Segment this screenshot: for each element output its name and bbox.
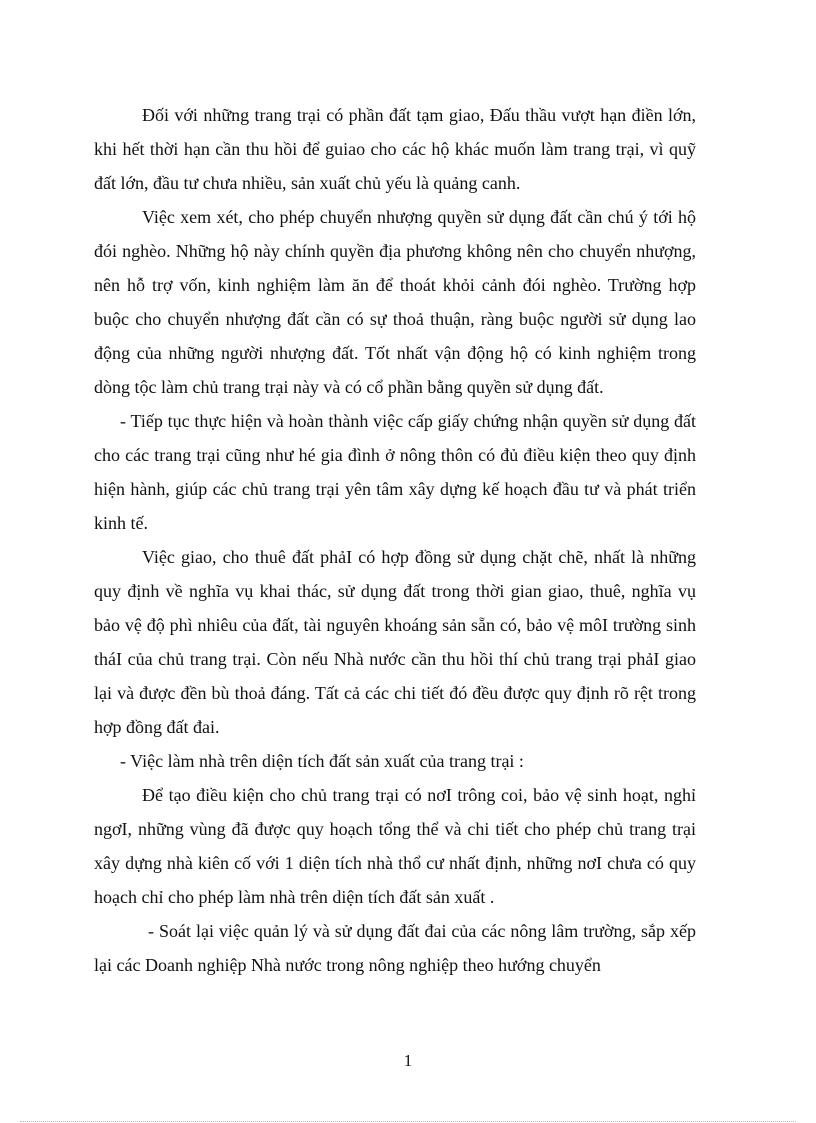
document-body xyxy=(94,98,696,982)
paragraph-housing-heading: - Việc làm nhà trên diện tích đất sản xuất của trang trại : xyxy=(120,751,524,771)
paragraph-housing-conditions: Để tạo điều kiện cho chủ trang trại có nơI trông coi, bảo vệ sinh hoạt, nghỉ ngơI, những vùng đã được quy hoạch tổng thể và chi tiết cho phép chủ trang trại xây dựng nhà kiên cố với 1 diện tích nhà thổ cư nhất định, những nơI chưa có quy hoạch chỉ cho phép làm nhà trên diện tích đất sản xuất . xyxy=(94,785,696,907)
paragraph-state-farms: - Soát lại việc quản lý và sử dụng đất đai của các nông lâm trường, sắp xếp lại các Doanh nghiệp Nhà nước trong nông nghiệp theo hướng chuyển xyxy=(94,921,696,975)
paragraph-land-contract: Việc giao, cho thuê đất phảI có hợp đồng sử dụng chặt chẽ, nhất là những quy định về nghĩa vụ khai thác, sử dụng đất trong thời gian giao, thuê, nghĩa vụ bảo vệ độ phì nhiêu của đất, tài nguyên khoáng sản sẵn có, bảo vệ môI trường sinh tháI của chủ trang trại. Còn nếu Nhà nước cần thu hồi thí chủ trang trại phảI giao lại và được đền bù thoả đáng. Tất cả các chi tiết đó đều được quy định rõ rệt trong hợp đồng đất đai. xyxy=(94,547,696,737)
paragraph-land-recovery: Đối với những trang trại có phần đất tạm giao, Đấu thầu vượt hạn điền lớn, khi hết thời hạn cần thu hồi để guiao cho các hộ khác muốn làm trang trại, vì quỹ đất lớn, đầu tư chưa nhiều, sản xuất chủ yếu là quảng canh. xyxy=(94,105,696,193)
paragraph-certificate: - Tiếp tục thực hiện và hoàn thành việc cấp giấy chứng nhận quyền sử dụng đất cho các trang trại cũng như hé gia đình ở nông thôn có đủ điều kiện theo quy định hiện hành, giúp các chủ trang trại yên tâm xây dựng kế hoạch đầu tư và phát triển kinh tế. xyxy=(94,411,696,533)
page-bottom-divider xyxy=(20,1121,796,1122)
page-number: 1 xyxy=(403,1051,413,1070)
paragraph-land-transfer: Việc xem xét, cho phép chuyển nhượng quyền sử dụng đất cần chú ý tới hộ đói nghèo. Những hộ này chính quyền địa phương không nên cho chuyển nhượng, nên hỗ trợ vốn, kinh nghiệm làm ăn để thoát khỏi cảnh đói nghèo. Trường hợp buộc cho chuyển nhượng đất cần có sự thoả thuận, ràng buộc người sử dụng lao động của những người nhượng đất. Tốt nhất vận động hộ có kinh nghiệm trong dòng tộc làm chủ trang trại này và có cổ phần bằng quyền sử dụng đất. xyxy=(94,207,696,397)
